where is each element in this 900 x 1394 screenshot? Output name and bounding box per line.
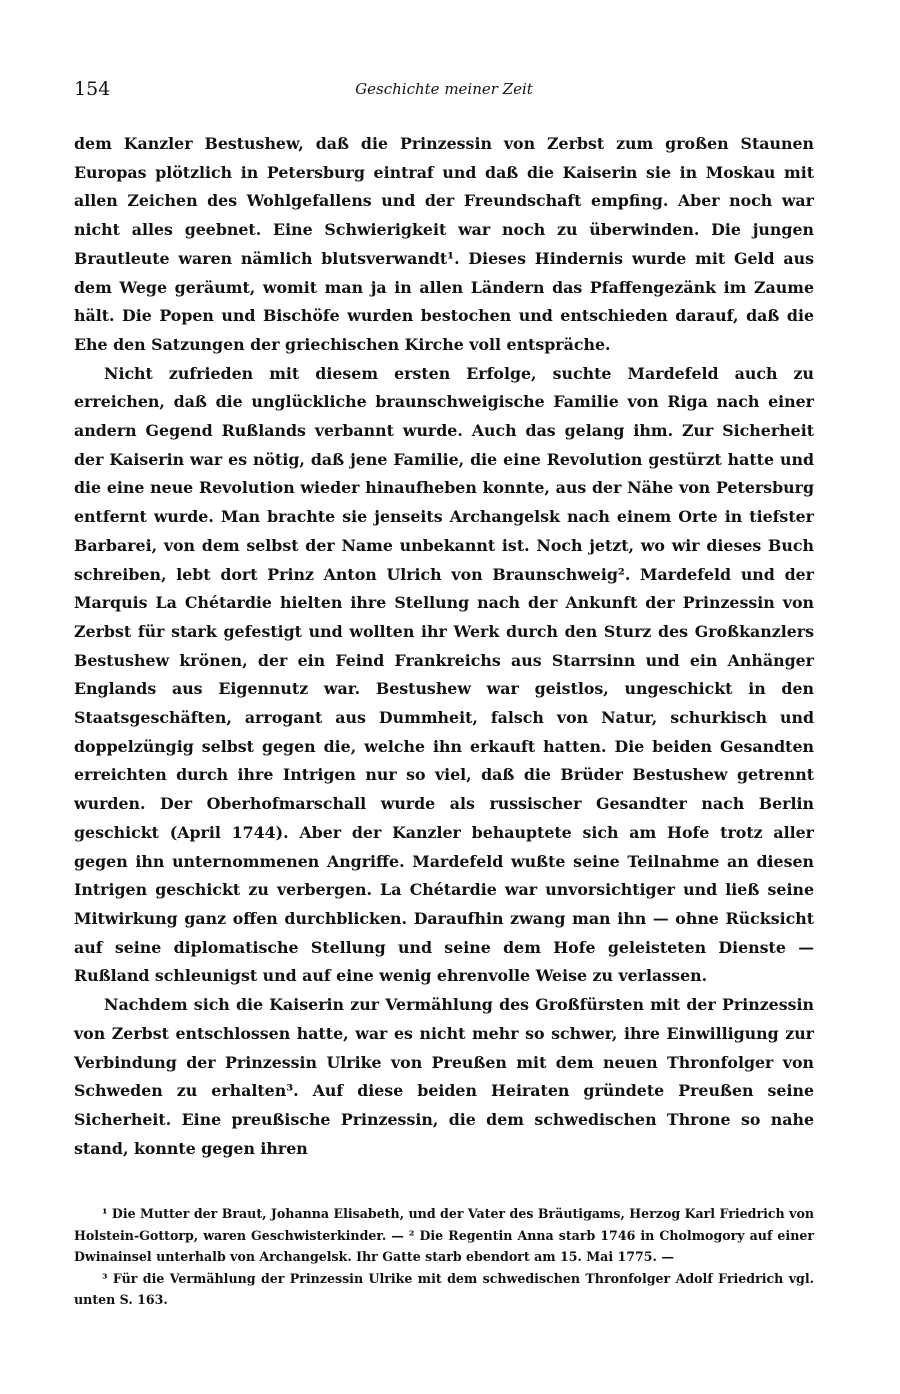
paragraph: Nicht zufrieden mit diesem ersten Erfolge, suchte Mardefeld auch zu erreichen, daß die unglückliche braunschweigische Familie von Riga nach einer andern Gegend Rußlands verbannt wurde. Auch das gelang ihm. Zur Sicherheit der Kaiserin war es nötig, daß jene Familie, die eine Revolution gestürzt hatte und die eine neue Revolution wieder hinaufheben konnte, aus der Nähe von Petersburg entfernt wurde. Man brachte sie jenseits Archangelsk nach einem Orte in tiefster Barbarei, von dem selbst der Name unbekannt ist. Noch jetzt, wo wir dieses Buch schreiben, lebt dort Prinz Anton Ulrich von Braunschweig². Mardefeld und der Marquis La Chétardie hielten ihre Stellung nach der Ankunft der Prinzessin von Zerbst für stark gefestigt und wollten ihr Werk durch den Sturz des Großkanzlers Bestushew krönen, der ein Feind Frankreichs aus Starrsinn und ein Anhänger Englands aus Eigennutz war. Bestushew war geistlos, ungeschickt in den Staatsgeschäften, arrogant aus Dummheit, falsch von Natur, schurkisch und doppelzüngig selbst gegen die, welche ihn erkauft hatten. Die beiden Gesandten erreichten durch ihre Intrigen nur so viel, daß die Brüder Bestushew getrennt wurden. Der Oberhofmarschall wurde als russischer Gesandter nach Berlin geschickt (April 1744). Aber der Kanzler behauptete sich am Hofe trotz aller gegen ihn unternommenen Angriffe. Mardefeld wußte seine Teilnahme an diesen Intrigen geschickt zu verbergen. La Chétardie war unvorsichtiger und ließ seine Mitwirkung ganz offen durchblicken. Daraufhin zwang man ihn — ohne Rücksicht auf seine diplomatische Stellung und seine dem Hofe geleisteten Dienste — Rußland schleunigst und auf eine wenig ehrenvolle Weise zu verlassen. [74,363,814,986]
page-number: 154 [74,78,111,100]
footnote: ³ Für die Vermählung der Prinzessin Ulrike mit dem schwedischen Thronfolger Adolf Friedrich vgl. unten S. 163. [74,1270,814,1308]
body-text [74,130,814,1163]
running-title: Geschichte meiner Zeit [355,80,533,98]
footnotes [74,1203,814,1311]
footnote: ¹ Die Mutter der Braut, Johanna Elisabeth, und der Vater des Bräutigams, Herzog Karl Friedrich von Holstein-Gottorp, waren Geschwisterkinder. — ² Die Regentin Anna starb 1746 in Cholmogory auf einer Dwinainsel unterhalb von Archangelsk. Ihr Gatte starb ebendort am 15. Mai 1775. — [74,1206,814,1265]
paragraph: dem Kanzler Bestushew, daß die Prinzessin von Zerbst zum großen Staunen Europas plötzlich in Petersburg eintraf und daß die Kaiserin sie in Moskau mit allen Zeichen des Wohlgefallens und der Freundschaft empfing. Aber noch war nicht alles geebnet. Eine Schwierigkeit war noch zu überwinden. Die jungen Brautleute waren nämlich blutsverwandt¹. Dieses Hindernis wurde mit Geld aus dem Wege geräumt, womit man ja in allen Ländern das Pfaffengezänk im Zaume hält. Die Popen und Bischöfe wurden bestochen und entschieden darauf, daß die Ehe den Satzungen der griechischen Kirche voll entspräche. [74,134,814,354]
paragraph: Nachdem sich die Kaiserin zur Vermählung des Großfürsten mit der Prinzessin von Zerbst entschlossen hatte, war es nicht mehr so schwer, ihre Einwilligung zur Verbindung der Prinzessin Ulrike von Preußen mit dem neuen Thronfolger von Schweden zu erhalten³. Auf diese beiden Heiraten gründete Preußen seine Sicherheit. Eine preußische Prinzessin, die dem schwedischen Throne so nahe stand, konnte gegen ihren [74,995,814,1158]
page-header [74,78,814,106]
